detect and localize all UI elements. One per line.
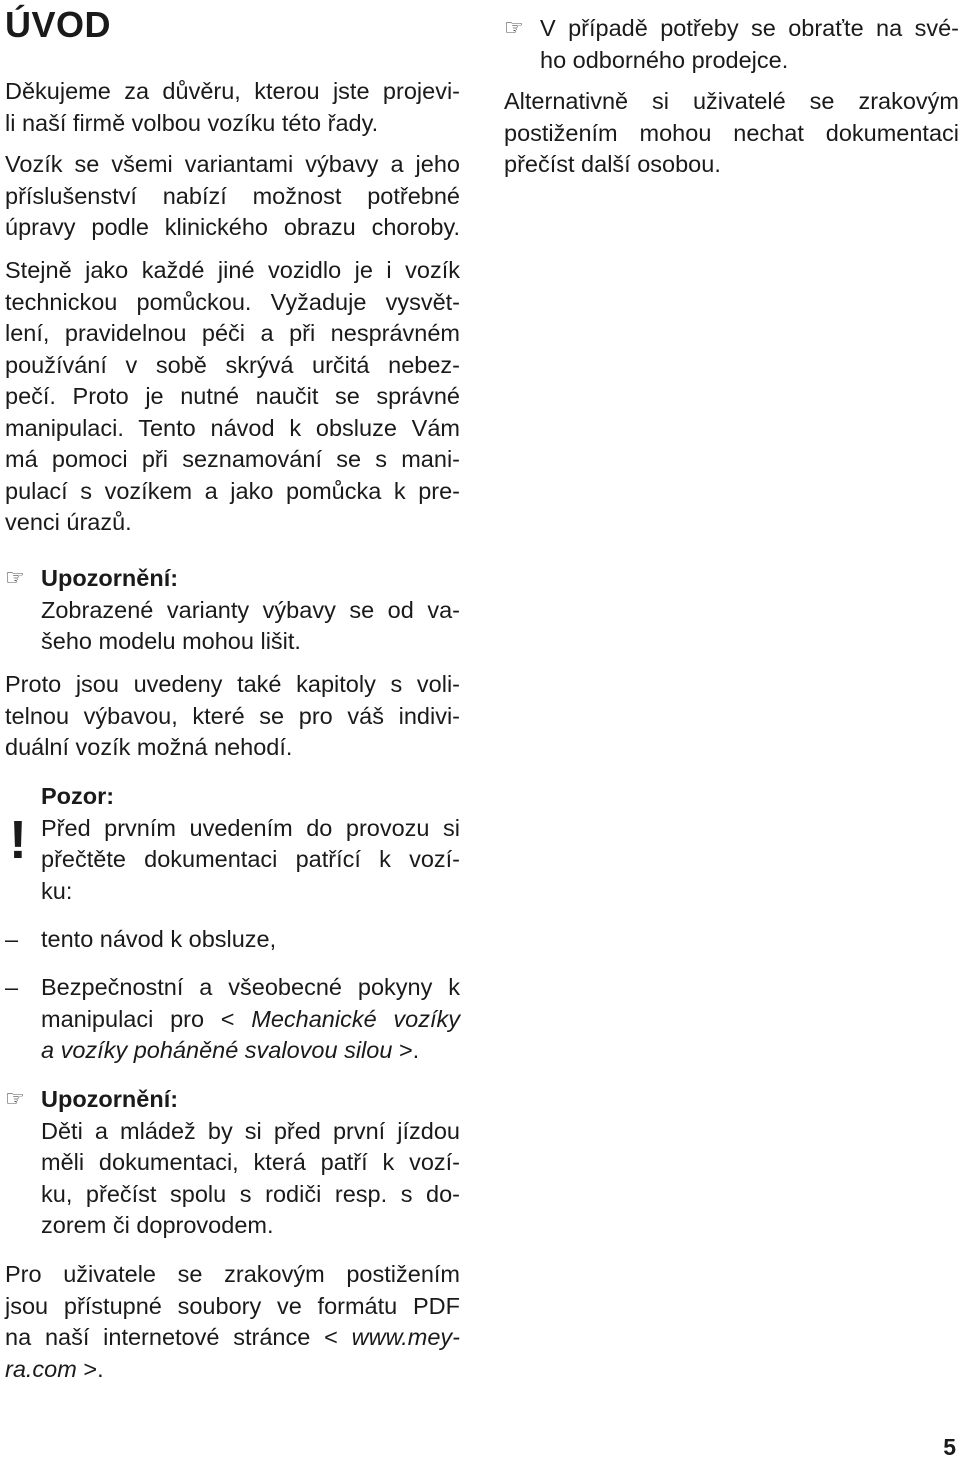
text-line: příslušenství nabízí možnost potřebné [5,182,460,209]
website-link[interactable]: www.mey- [351,1324,460,1350]
text-line: ku, přečíst spolu s rodiči resp. s do- [41,1180,460,1207]
pointing-hand-icon: ☞ [5,1087,25,1112]
text-line: Stejně jako každé jiné vozidlo je i vozík [5,257,460,283]
pdf-paragraph [5,1259,460,1385]
text-line: úpravy podle klinického obrazu choroby. [5,214,460,240]
text-line: ho odborného prodejce. [540,46,789,73]
text-line: Děti a mládež by si před první jízdou [41,1117,460,1144]
text-span: na naší internetové stránce < [5,1324,352,1350]
text-line: přečtěte dokumentaci patřící k vozí- [41,846,460,872]
text-span: manipulaci pro < [41,1005,252,1032]
text-line [5,1322,460,1354]
optional-equipment-paragraph [5,669,460,764]
text-line: manipulaci. Tento návod k obsluze Vám [5,414,460,441]
document-title: a vozíky poháněné svalovou silou [41,1037,393,1063]
pointing-hand-icon: ☞ [5,566,25,591]
text-line: používání v sobě skrývá určitá nebez- [5,351,460,378]
dash-bullet: – [5,974,19,1000]
text-line: měli dokumentaci, která patří k vozí- [41,1149,460,1175]
text-line: přečíst další osobou. [504,151,721,177]
pointing-hand-icon: ☞ [504,16,524,41]
text-line: Zobrazené varianty výbavy se od va- [41,596,460,623]
notice-label: Upozornění: [41,565,179,591]
text-line: Děkujeme za důvěru, kterou jste projevi- [5,78,460,104]
notice-label: Upozornění: [41,1086,179,1112]
text-line: li naší firmě volbou vozíku této řady. [5,109,379,136]
text-line: šeho modelu mohou lišit. [41,628,301,654]
text-line: duální vozík možná nehodí. [5,734,293,760]
text-line: technickou pomůckou. Vyžaduje vysvět- [5,288,460,315]
text-line: lení, pravidelnou péči a při nesprávném [5,320,460,346]
text-line [41,1035,460,1067]
text-span: >. [76,1355,104,1382]
text-line: V případě potřeby se obraťte na své- [540,15,959,41]
text-line: Vozík se všemi variantami výbavy a jeho [5,151,460,177]
intro-paragraph [5,76,460,139]
text-line: má pomoci při seznamování se s mani- [5,446,460,472]
text-line [41,1004,460,1036]
safety-paragraph [5,255,460,539]
text-line: zorem či doprovodem. [41,1212,274,1238]
page-title: ÚVOD [5,4,112,45]
text-line: Alternativně si uživatelé se zrakovým [504,88,959,114]
text-line: Proto jsou uvedeny také kapitoly s voli- [5,671,460,697]
page-number: 5 [943,1434,956,1460]
visual-impairment-paragraph [504,86,959,181]
text-line: postižením mohou nechat dokumentaci [504,119,959,146]
text-span: >. [392,1037,420,1063]
text-line: venci úrazů. [5,509,132,535]
website-link[interactable]: ra.com [5,1355,77,1382]
equipment-paragraph [5,149,460,244]
text-line: Bezpečnostní a všeobecné pokyny k [41,974,460,1000]
text-line: telnou výbavou, které se pro váš indivi- [5,702,460,729]
exclamation-icon: ! [9,810,27,870]
document-title: Mechanické vozíky [251,1005,460,1032]
text-line: Pro uživatele se zrakovým postižením [5,1261,460,1287]
text-line: pečí. Proto je nutné naučit se správné [5,383,460,409]
text-line: pulací s vozíkem a jako pomůcka k pre- [5,477,460,504]
text-line: jsou přístupné soubory ve formátu PDF [5,1292,460,1319]
text-line: Před prvním uvedením do provozu si [41,814,460,841]
text-line: tento návod k obsluze, [41,926,277,952]
dash-bullet: – [5,926,19,952]
warning-label: Pozor: [41,783,115,809]
text-line: ku: [41,877,73,904]
text-line [5,1354,460,1386]
